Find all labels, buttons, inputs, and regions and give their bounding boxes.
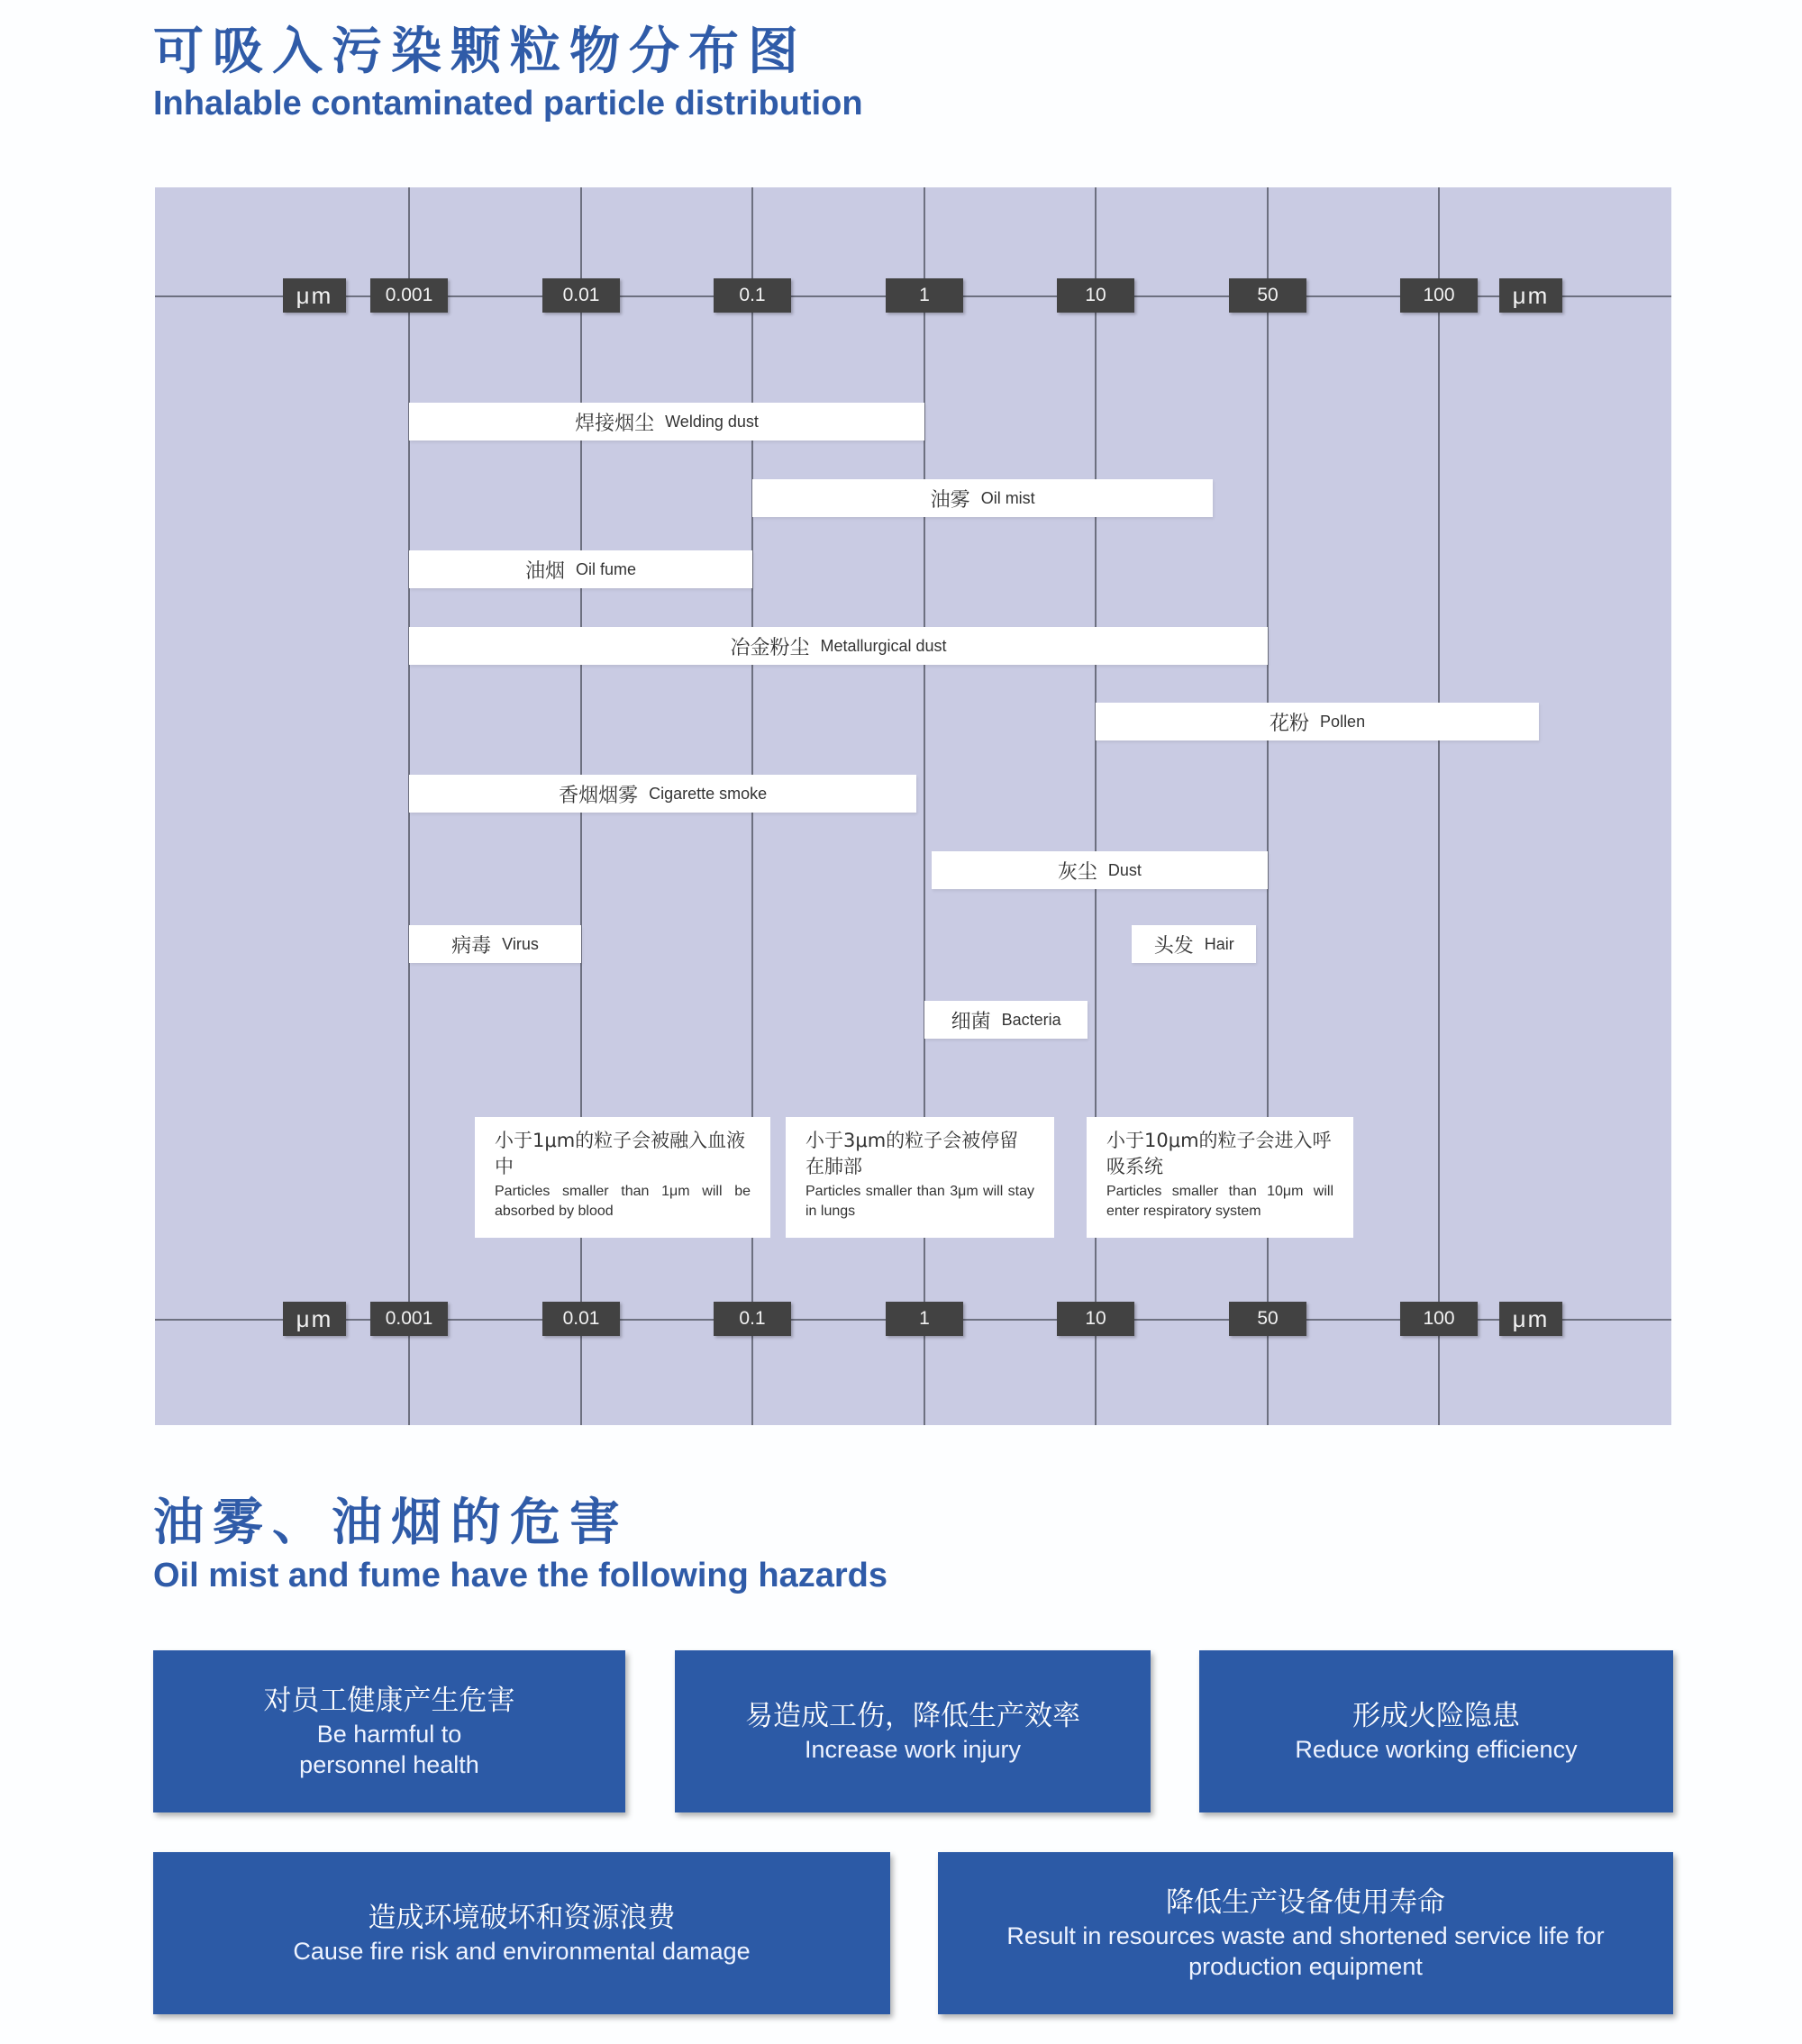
section2-title-cn: 油雾、油烟的危害: [153, 1494, 629, 1552]
range-bar-label-cn: 头发: [1153, 934, 1194, 958]
range-bar-label-en: Welding dust: [665, 412, 759, 431]
range-bar-label-en: Metallurgical dust: [820, 636, 947, 655]
range-bar-label-cn: 油烟: [524, 559, 565, 583]
top-axis-tick-0.1: 0.1: [714, 278, 791, 313]
hazard-card-injury-en: Increase work injury: [804, 1736, 1022, 1763]
bottom-axis-tick-0.1: 0.1: [714, 1302, 791, 1336]
hazard-card-fire: [1199, 1650, 1673, 1812]
hazard-card-injury-cn: 易造成工伤，降低生产效率: [745, 1700, 1080, 1732]
hazard-card-health-en: Be harmful to personnel health: [299, 1721, 479, 1778]
range-bar-label-en: Bacteria: [1001, 1010, 1061, 1029]
note-blood-en: Particles smaller than 1μm will be absorbed by blood: [495, 1184, 751, 1219]
section1-title-cn: 可吸入污染颗粒物分布图: [153, 23, 807, 81]
note-lungs-en: Particles smaller than 3μm will stay in lungs: [805, 1184, 1034, 1219]
note-lungs: [786, 1117, 1054, 1238]
top-axis-tick-50: 50: [1229, 278, 1306, 313]
range-bar-bacteria: [924, 1001, 1088, 1039]
gridline-100: [1438, 187, 1440, 1425]
hazard-card-fire-cn: 形成火险隐患: [1352, 1700, 1520, 1732]
range-bar-label-en: Dust: [1107, 860, 1142, 879]
gridline-1: [924, 187, 925, 1425]
gridline-50: [1267, 187, 1269, 1425]
hazard-card-fire-en: Reduce working efficiency: [1295, 1736, 1578, 1763]
bottom-axis-tick-100: 100: [1400, 1302, 1478, 1336]
hazard-card-injury: [675, 1650, 1151, 1812]
range-bar-oil-fume: [409, 550, 752, 588]
top-axis-unit-left: μm: [283, 278, 346, 313]
range-bar-hair: [1132, 925, 1257, 963]
bottom-axis-tick-50: 50: [1229, 1302, 1306, 1336]
range-bar-label-cn: 灰尘: [1057, 860, 1097, 884]
range-bar-label-en: Hair: [1204, 934, 1234, 953]
particle-distribution-chart: [155, 187, 1671, 1425]
range-bar-label-en: Oil fume: [575, 559, 637, 578]
range-bar-label-cn: 焊接烟尘: [575, 412, 655, 435]
note-blood: [475, 1117, 770, 1238]
range-bar-dust: [932, 851, 1268, 889]
gridline-10: [1095, 187, 1097, 1425]
range-bar-label-en: Virus: [502, 934, 539, 953]
range-bar-cigarette-smoke: [409, 775, 916, 813]
bottom-axis-tick-1: 1: [886, 1302, 963, 1336]
range-bar-label-en: Pollen: [1320, 712, 1366, 731]
hazard-card-equipment-en: Result in resources waste and shortened service life for production equipment: [1006, 1922, 1605, 1980]
range-bar-label-en: Cigarette smoke: [649, 784, 768, 803]
note-lungs-cn: 小于3μm的粒子会被停留在肺部: [805, 1130, 1019, 1177]
top-axis-tick-1: 1: [886, 278, 963, 313]
range-bar-label-en: Oil mist: [980, 488, 1035, 507]
bottom-axis-tick-0.001: 0.001: [370, 1302, 448, 1336]
top-axis-tick-0.01: 0.01: [542, 278, 620, 313]
top-axis-unit-right: μm: [1499, 278, 1562, 313]
range-bar-metallurgical-dust: [409, 627, 1268, 665]
bottom-axis-tick-0.01: 0.01: [542, 1302, 620, 1336]
bottom-axis-tick-10: 10: [1057, 1302, 1134, 1336]
range-bar-label-cn: 冶金粉尘: [730, 636, 810, 659]
hazard-card-environment-cn: 造成环境破坏和资源浪费: [368, 1902, 676, 1934]
section1-title-en: Inhalable contaminated particle distribution: [153, 85, 863, 123]
hazard-card-environment-en: Cause fire risk and environmental damage: [293, 1938, 751, 1965]
hazard-card-environment: [153, 1852, 890, 2014]
hazard-card-health-cn: 对员工健康产生危害: [263, 1685, 515, 1717]
section2-title-en: Oil mist and fume have the following hazards: [153, 1557, 888, 1594]
note-respiratory-cn: 小于10μm的粒子会进入呼吸系统: [1106, 1130, 1332, 1177]
bottom-axis-unit-right: μm: [1499, 1302, 1562, 1336]
hazard-card-health: [153, 1650, 625, 1812]
note-respiratory-en: Particles smaller than 10μm will enter respiratory system: [1106, 1184, 1333, 1219]
bottom-axis-unit-left: μm: [283, 1302, 346, 1336]
top-axis-tick-0.001: 0.001: [370, 278, 448, 313]
note-respiratory: [1087, 1117, 1353, 1238]
range-bar-virus: [409, 925, 581, 963]
range-bar-label-cn: 花粉: [1270, 712, 1310, 735]
top-axis-tick-100: 100: [1400, 278, 1478, 313]
top-axis-tick-10: 10: [1057, 278, 1134, 313]
range-bar-pollen: [1096, 703, 1539, 740]
range-bar-welding-dust: [409, 403, 924, 441]
note-blood-cn: 小于1μm的粒子会被融入血液中: [495, 1130, 746, 1177]
range-bar-label-cn: 细菌: [951, 1010, 991, 1033]
range-bar-label-cn: 病毒: [451, 934, 492, 958]
range-bar-oil-mist: [752, 479, 1213, 517]
range-bar-label-cn: 香烟烟雾: [559, 784, 639, 807]
hazard-card-equipment-cn: 降低生产设备使用寿命: [1166, 1886, 1445, 1919]
hazard-card-equipment: [938, 1852, 1673, 2014]
range-bar-label-cn: 油雾: [930, 488, 970, 512]
